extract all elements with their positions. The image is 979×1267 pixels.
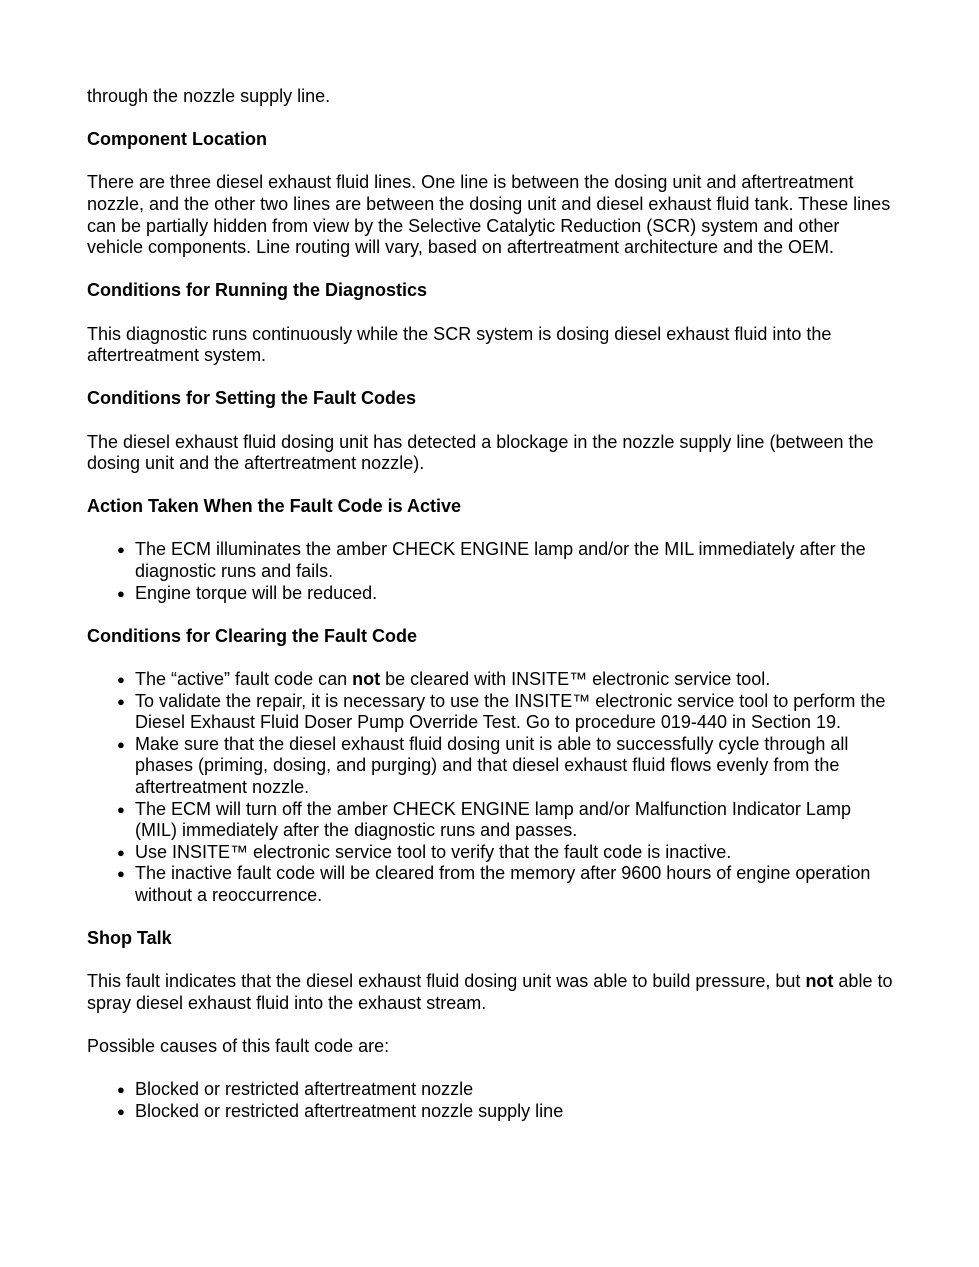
- bullet-icon: ●: [117, 844, 125, 860]
- bullet-icon: ●: [117, 1082, 125, 1098]
- heading-action-taken: Action Taken When the Fault Code is Active: [87, 496, 462, 517]
- bullet-icon: ●: [117, 585, 125, 601]
- list-item: ● Engine torque will be reduced.: [117, 582, 378, 603]
- list-item: ● Make sure that the diesel exhaust fluid dosing unit is able to successfully cycle through all phases (priming, dosing, and purging) and that diesel exhaust fluid flows evenly from the aftertreatment nozzle.: [117, 733, 849, 797]
- list-item: ● The inactive fault code will be cleared from the memory after 9600 hours of engine operation without a reoccurrence.: [117, 863, 871, 905]
- bullet-icon: ●: [117, 801, 125, 817]
- bullet-icon: ●: [117, 542, 125, 558]
- list-item: ● To validate the repair, it is necessary to use the INSITE™ electronic service tool to perform the Diesel Exhaust Fluid Doser Pump Override Test. Go to procedure 019-440 in Section 19.: [117, 690, 886, 733]
- heading-shop-talk: Shop Talk: [87, 928, 172, 949]
- conditions-running-text: This diagnostic runs continuously while the SCR system is dosing diesel exhaust fluid into the aftertreatment system.: [87, 323, 832, 366]
- document-content: [87, 86, 897, 1144]
- list-item: ● Use INSITE™ electronic service tool to verify that the fault code is inactive.: [117, 841, 732, 862]
- heading-component-location: Component Location: [87, 129, 267, 150]
- heading-conditions-running: Conditions for Running the Diagnostics: [87, 280, 427, 301]
- shop-talk-text: This fault indicates that the diesel exhaust fluid dosing unit was able to build pressure, but not able to spray diesel exhaust fluid into the exhaust stream.: [87, 971, 893, 1013]
- possible-causes-intro: Possible causes of this fault code are:: [87, 1036, 390, 1057]
- intro-text: through the nozzle supply line.: [87, 86, 331, 106]
- heading-conditions-setting: Conditions for Setting the Fault Codes: [87, 388, 416, 409]
- heading-conditions-clearing: Conditions for Clearing the Fault Code: [87, 625, 417, 646]
- conditions-setting-text: The diesel exhaust fluid dosing unit has detected a blockage in the nozzle supply line (between the dosing unit and the aftertreatment nozzle).: [87, 431, 874, 474]
- bullet-icon: ●: [117, 693, 125, 709]
- list-item: ● The ECM illuminates the amber CHECK ENGINE lamp and/or the MIL immediately after the diagnostic runs and fails.: [117, 539, 866, 582]
- bullet-icon: ●: [117, 736, 125, 752]
- bullet-icon: ●: [117, 672, 125, 688]
- component-location-text: There are three diesel exhaust fluid lines. One line is between the dosing unit and aftertreatment nozzle, and the other two lines are between the dosing unit and diesel exhaust fluid tank. These lines can be partially hidden from view by the Selective Catalytic Reduction (SCR) system and other vehicle components. Line routing will vary, based on aftertreatment architecture and the OEM.: [87, 172, 891, 258]
- list-item: ● The “active” fault code can not be cleared with INSITE™ electronic service tool.: [117, 669, 771, 690]
- list-item: ● Blocked or restricted aftertreatment nozzle supply line: [117, 1100, 564, 1121]
- bullet-icon: ●: [117, 866, 125, 882]
- action-taken-list: [87, 539, 897, 604]
- bullet-icon: ●: [117, 1103, 125, 1119]
- list-item: ● The ECM will turn off the amber CHECK ENGINE lamp and/or Malfunction Indicator Lamp (MIL) immediately after the diagnostic runs and passes.: [117, 798, 851, 841]
- possible-causes-list: [87, 1079, 897, 1122]
- conditions-clearing-list: [87, 669, 897, 907]
- list-item: ● Blocked or restricted aftertreatment nozzle: [117, 1079, 474, 1100]
